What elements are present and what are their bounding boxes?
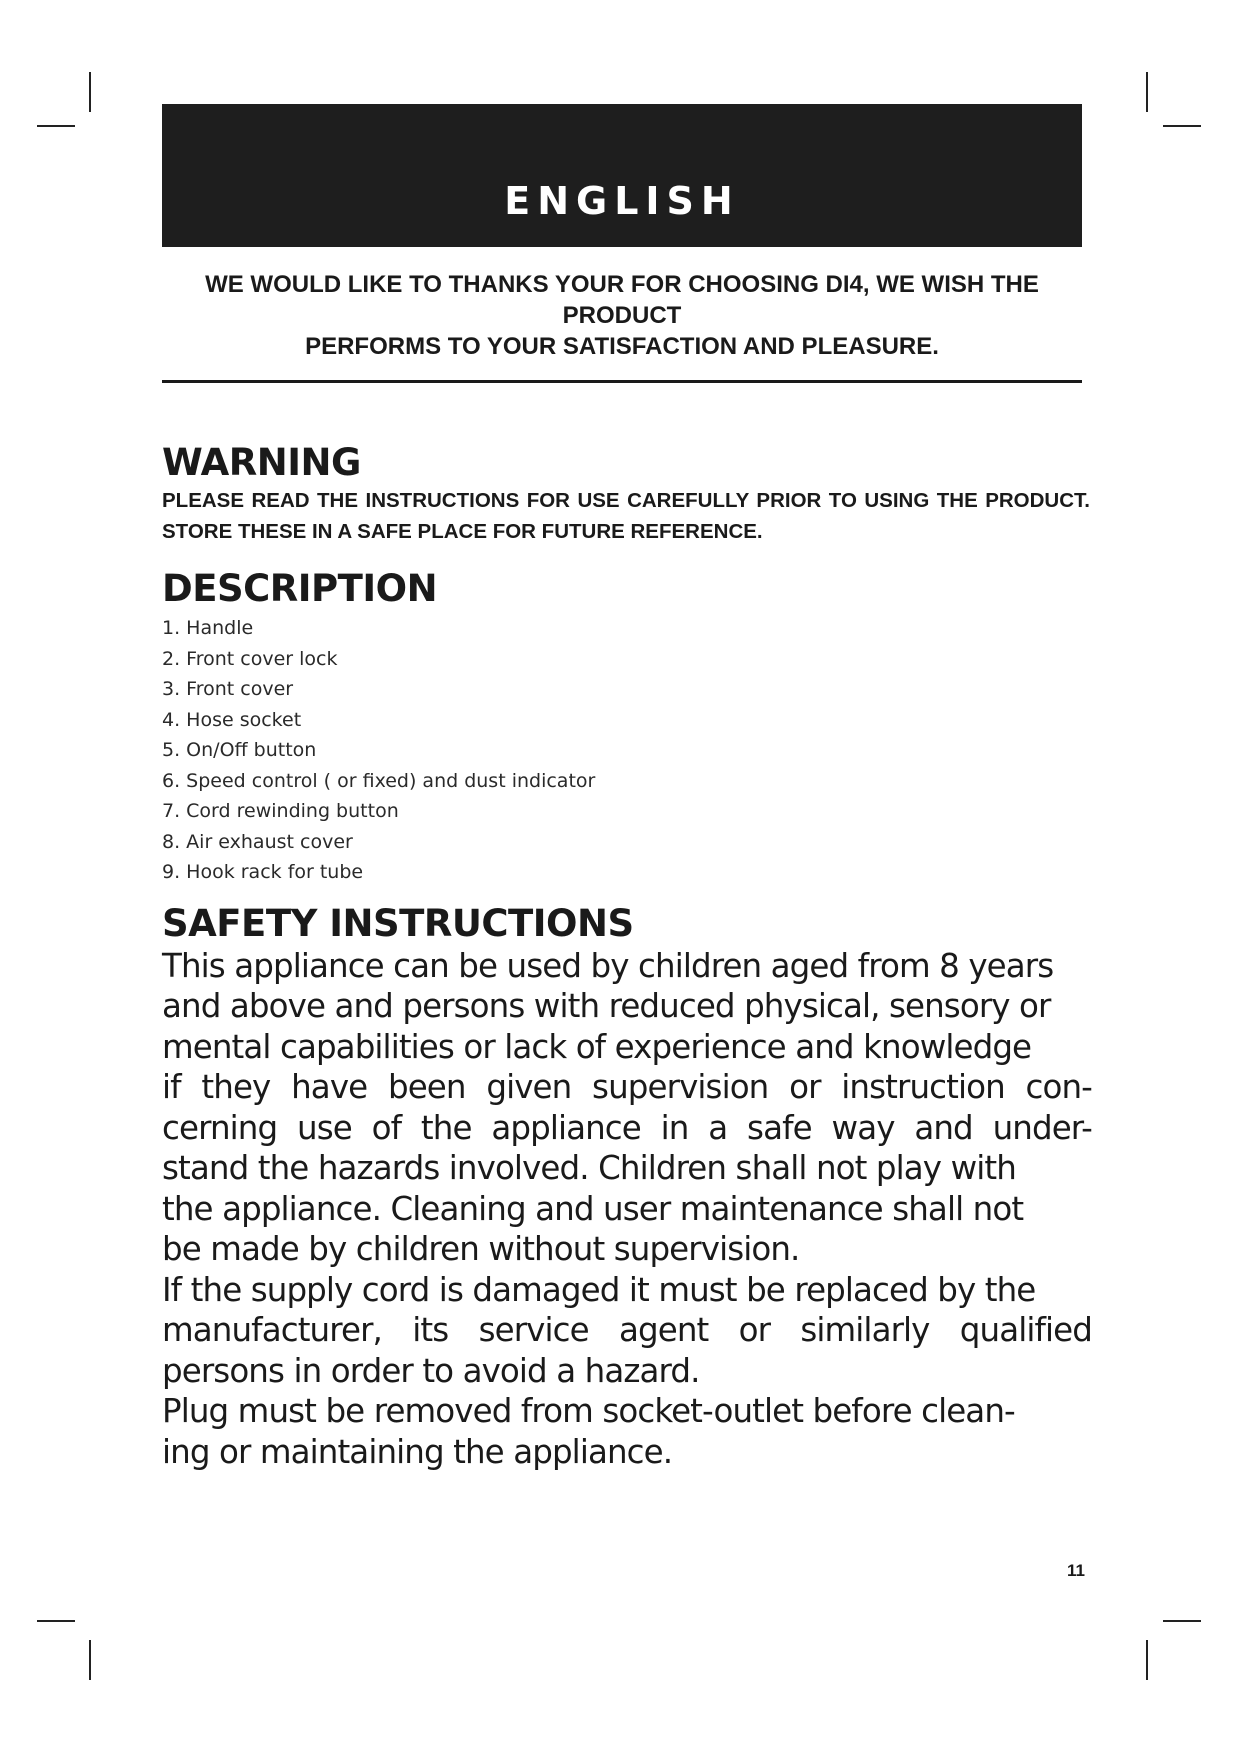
safety-line: mental capabilities or lack of experience and knowledge — [162, 1027, 1032, 1066]
safety-paragraph — [162, 946, 1092, 1473]
list-item: 1. Handle — [162, 617, 254, 639]
safety-line: persons in order to avoid a hazard. — [162, 1351, 700, 1390]
list-item: 7. Cord rewinding button — [162, 800, 399, 822]
list-item: 6. Speed control ( or fixed) and dust indicator — [162, 769, 596, 792]
safety-line: and above and persons with reduced physical, sensory or — [162, 987, 1051, 1025]
crop-mark-bottom-left-vertical — [89, 1640, 91, 1680]
list-item: 8. Air exhaust cover — [162, 830, 353, 853]
safety-line: Plug must be removed from socket-outlet before clean- — [162, 1392, 1015, 1430]
safety-line: cerning use of the appliance in a safe way and under- — [162, 1108, 1092, 1147]
safety-line: manufacturer, its service agent or similarly qualified — [162, 1311, 1092, 1349]
warning-line: PLEASE READ THE INSTRUCTIONS FOR USE CAREFULLY PRIOR TO USING THE PRODUCT. — [162, 489, 1090, 512]
language-title: ENGLISH — [504, 179, 740, 223]
safety-line: be made by children without supervision. — [162, 1230, 800, 1268]
warning-text — [162, 485, 1090, 547]
list-item: 2. Front cover lock — [162, 647, 338, 670]
list-item: 4. Hose socket — [162, 708, 302, 731]
list-item: 9. Hook rack for tube — [162, 861, 364, 883]
language-banner — [162, 104, 1082, 247]
warning-heading: WARNING — [162, 441, 361, 484]
intro-line: PERFORMS TO YOUR SATISFACTION AND PLEASURE. — [305, 333, 939, 360]
safety-line: ing or maintaining the appliance. — [162, 1432, 673, 1471]
safety-line: the appliance. Cleaning and user maintenance shall not — [162, 1189, 1024, 1228]
parts-list — [162, 613, 1082, 888]
crop-mark-top-left-horizontal — [37, 125, 75, 127]
intro-line: WE WOULD LIKE TO THANKS YOUR FOR CHOOSING DI4, WE WISH THE PRODUCT — [205, 271, 1039, 329]
safety-line: If the supply cord is damaged it must be replaced by the — [162, 1270, 1036, 1309]
manual-page — [162, 104, 1092, 1472]
crop-mark-top-right-vertical — [1146, 72, 1148, 112]
crop-mark-top-left-vertical — [89, 72, 91, 112]
intro-message — [162, 269, 1082, 362]
crop-mark-top-right-horizontal — [1163, 125, 1201, 127]
warning-line: STORE THESE IN A SAFE PLACE FOR FUTURE REFERENCE. — [162, 520, 763, 543]
crop-mark-bottom-left-horizontal — [37, 1620, 75, 1622]
crop-mark-bottom-right-horizontal — [1163, 1620, 1201, 1622]
safety-line: stand the hazards involved. Children shall not play with — [162, 1149, 1016, 1187]
list-item: 5. On/Off button — [162, 739, 317, 761]
safety-heading: SAFETY INSTRUCTIONS — [162, 901, 634, 945]
crop-mark-bottom-right-vertical — [1146, 1640, 1148, 1680]
section-divider — [162, 380, 1082, 383]
page-number: 11 — [1067, 1561, 1085, 1580]
safety-line: if they have been given supervision or instruction con- — [162, 1068, 1092, 1106]
safety-line: This appliance can be used by children aged from 8 years — [162, 946, 1054, 985]
list-item: 3. Front cover — [162, 678, 294, 700]
description-heading: DESCRIPTION — [162, 567, 438, 610]
